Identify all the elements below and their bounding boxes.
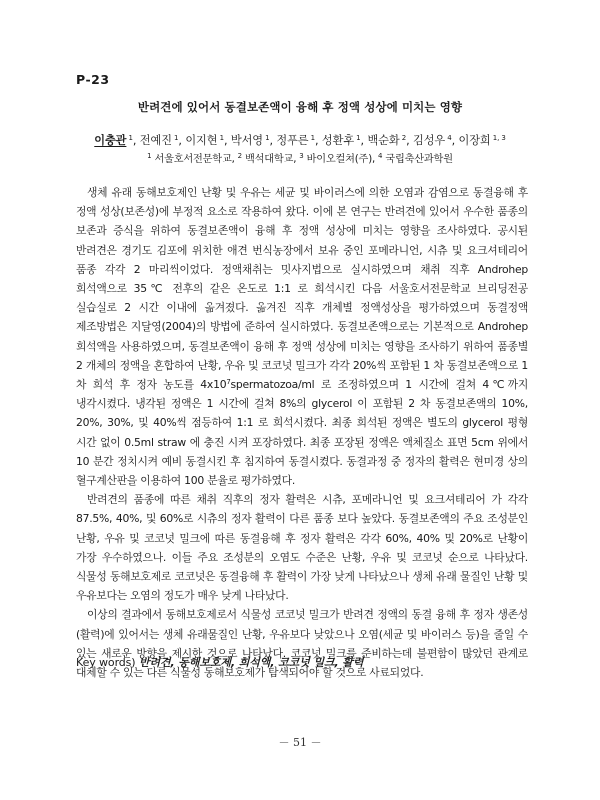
affiliation <box>378 154 453 165</box>
body-paragraph-2: 반려견의 품종에 따른 채취 직후의 정자 활력은 시츄, 포메라니언 및 요크셔테리어 가 각각 87.5%, 40%, 및 60%로 시츄의 정자 활력이 다른 품종 보다 높았다. 동결보존액의 주요 조성분인 난황, 우유 및 코코넛 밀크에 따른 동결융해 후 정자 활력은 각각 60%, 40% 및 20%로 난황이 가장 우수하였으나. 이들 주요 조성분의 오염도 수준은 난황, 우유 및 코코넛 순으로 나타났다. 식물성 동해보호제로 코코넛은 동결융해 후 활력이 가장 낮게 나타났으나 생체 유래 물질인 난황 및 우유보다는 오염의 정도가 매우 낮게 나타났다. <box>76 493 528 603</box>
abstract-body <box>76 183 528 682</box>
affiliation-mark: 1 <box>147 152 152 160</box>
author-affiliation-mark: 1 <box>171 134 179 142</box>
paper-title: 반려견에 있어서 동결보존액이 융해 후 정액 성상에 미치는 영향 <box>137 100 463 114</box>
affiliation <box>147 154 231 165</box>
affiliation-mark: 2 <box>237 152 242 160</box>
author <box>367 134 406 147</box>
author-affiliation-mark: 1 <box>262 134 270 142</box>
author <box>185 134 224 147</box>
author-affiliation-mark: 1 <box>126 134 133 142</box>
author-affiliation-mark: 1 <box>217 134 224 142</box>
author-affiliation-mark: 2 <box>399 134 407 142</box>
affiliation-name: 서울호서전문학교 <box>151 154 232 165</box>
author-affiliation-mark: 1 <box>354 134 361 142</box>
body-paragraph-1-part-a: 생체 유래 동해보호제인 난황 및 우유는 세균 및 바이러스에 의한 오염과 감염으로 동결융해 후 정액 성상(보존성)에 부정적 요소로 작용하여 왔다. 이에 본 연구는 반려견에 있어서 우수한 품종의 보존과 증식을 위하여 동결보존액이 융해 후 정액 성상에 미치는 영향을 조사하였다. 공시된 반려견은 경기도 김포에 위치한 애견 번식농장에서 보유 중인 포메라니언, 시츄 및 요크셔테리어 품종 각각 2 마리씩이었다. 정액채취는 밋사지법으로 실시하였으며 채취 직후 Androhep 희석액으로 35℃ 전후의 같은 온도로 1:1 로 희석시킨 다음 서울호서전문학교 브리딩전공 실습실로 2 시간 이내에 옮겨졌다. 옮겨진 직후 개체별 정액성상을 평가하였으며 동결정액 제조방법은 지달영(2004)의 방법에 준하여 실시하였다. 동결보존액으로는 기본적으로 Androhep 희석액을 사용하였으며, 동결보존액이 융해 후 정액 성상에 미치는 영향을 조사하기 위하여 품종별 2 개체의 정액을 혼합하여 난황, 우유 및 코코넛 밀크가 각각 20%씩 포함된 1 차 동결보존액으로 1 차 희석 후 정자 농도를 4x10 <box>76 186 528 392</box>
exponent: 7 <box>226 378 231 387</box>
affiliation <box>299 154 372 165</box>
author-name: 전예진 <box>139 134 172 147</box>
author <box>94 134 133 147</box>
author <box>231 134 270 147</box>
author-affiliation-mark: 1 <box>308 134 315 142</box>
abstract-code: P-23 <box>76 72 110 87</box>
body-paragraph-3: 이상의 결과에서 동해보호제로서 식물성 코코넛 밀크가 반려견 정액의 동결 융해 후 정자 생존성(활력)에 있어서는 생체 유래물질인 난황, 우유보다 낮았으나 오염(세균 및 바이러스 등)을 줄일 수 있는 새로운 방향을 제시한 것으로 나타났다. 코코넛 밀크를 준비하는데 불편함이 많았던 관계로 대체할 수 있는 다른 식물성 동해보호제가 탐색되어야 할 것으로 사료되었다. <box>76 608 528 680</box>
author <box>276 134 315 147</box>
affiliation <box>238 154 294 165</box>
affiliation-mark: 3 <box>299 152 304 160</box>
affiliation-list: $^1$ 서울호서전문학교, $^2$ 백석대학교, $^3$ 바이오컬쳐(주), $^4$ 국립축산과학원 <box>147 152 453 165</box>
keywords-values: 반려견, 동해보호제, 희석액, 코코넛 밀크, 활력 <box>138 656 364 669</box>
author-list: 이충관 $^1$, 전예진 $^1$, 이지현 $^1$, 박서영 $^1$, 정푸른 $^1$, 성환후 $^1$, 백순화 $^2$, 김성우 $^4$, 이장희 $^{1, 3}$ <box>94 134 506 147</box>
author-name: 이장희 <box>458 134 491 147</box>
author-affiliation-mark: 1, 3 <box>490 134 506 142</box>
author-name: 백순화 <box>367 134 400 147</box>
author-name: 김성우 <box>412 134 446 147</box>
author <box>459 134 506 147</box>
keywords-label: Key words) <box>76 656 136 669</box>
author <box>322 134 361 147</box>
body-paragraph-1-part-b: spermatozoa/ml 로 조정하였으며 1 시간에 걸쳐 4℃까지 냉각시켰다. 냉각된 정액은 1 시간에 걸쳐 8%의 glycerol 이 포함된 2 차 동결보존액의 10%, 20%, 30%, 및 40%씩 점등하여 1:1 로 희석시켰다. 최종 희석된 정액은 별도의 glycerol 평형 시간 없이 0.5ml straw 에 충진 시켜 포장하였다. 최종 포장된 정액은 액체질소 표면 5cm 위에서 10 분간 정치시켜 예비 동결시킨 후 침지하여 동결시켰다. 동결과정 중 정자의 활력은 현미경 상의 혈구계산판을 이용하여 100 분율로 평가하였다. <box>76 378 528 488</box>
affiliation-name: 국립축산과학원 <box>382 154 453 165</box>
author <box>140 134 179 147</box>
author-name: 정푸른 <box>276 134 309 147</box>
author-name: 이지현 <box>185 134 218 147</box>
page-number: － 51 － <box>278 736 322 749</box>
author <box>413 134 452 147</box>
author-name: 성환후 <box>321 134 355 147</box>
body-paragraph-1 <box>76 183 528 490</box>
author-name: 박서영 <box>230 134 263 147</box>
author-name: 이충관 <box>94 134 127 147</box>
keywords-line <box>76 654 363 670</box>
author-affiliation-mark: 4 <box>445 134 452 142</box>
affiliation-name: 백석대학교 <box>241 154 294 165</box>
affiliation-name: 바이오컬쳐(주) <box>303 154 372 165</box>
affiliation-mark: 4 <box>378 152 383 160</box>
